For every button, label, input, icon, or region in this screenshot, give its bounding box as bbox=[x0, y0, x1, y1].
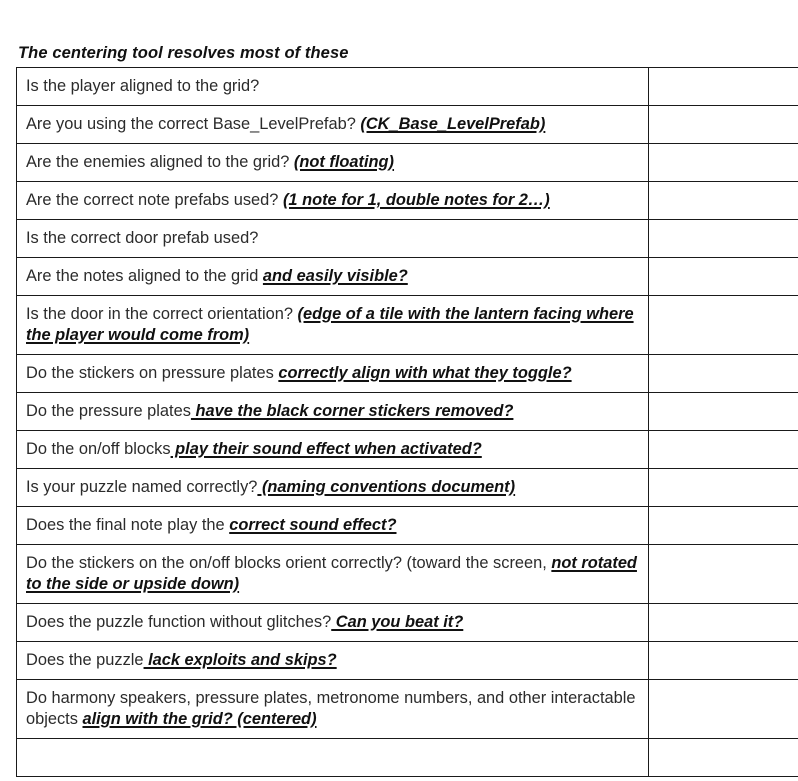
question-cell bbox=[17, 393, 649, 431]
check-cell[interactable] bbox=[649, 507, 798, 545]
checklist-row bbox=[17, 545, 798, 604]
check-cell[interactable] bbox=[649, 680, 798, 739]
question-cell bbox=[17, 220, 649, 258]
question-text: Do the stickers on pressure plates bbox=[26, 364, 279, 382]
question-text: Is the correct door prefab used? bbox=[26, 229, 259, 247]
checklist-row bbox=[17, 144, 798, 182]
question-emphasis: (naming conventions document) bbox=[257, 478, 516, 496]
question-cell bbox=[17, 296, 649, 355]
check-cell[interactable] bbox=[649, 739, 798, 777]
check-cell[interactable] bbox=[649, 604, 798, 642]
check-cell[interactable] bbox=[649, 68, 798, 106]
question-cell bbox=[17, 182, 649, 220]
question-emphasis: (CK_Base_LevelPrefab) bbox=[360, 115, 546, 133]
question-text: Is the player aligned to the grid? bbox=[26, 77, 260, 95]
checklist-row bbox=[17, 355, 798, 393]
question-cell bbox=[17, 642, 649, 680]
checklist-row bbox=[17, 469, 798, 507]
question-emphasis: not rotated to the side or upside down) bbox=[26, 554, 637, 593]
checklist-row bbox=[17, 258, 798, 296]
question-cell bbox=[17, 258, 649, 296]
checklist-row bbox=[17, 106, 798, 144]
check-cell[interactable] bbox=[649, 144, 798, 182]
check-cell[interactable] bbox=[649, 545, 798, 604]
question-cell bbox=[17, 355, 649, 393]
question-emphasis: Can you beat it? bbox=[331, 613, 464, 631]
check-cell[interactable] bbox=[649, 355, 798, 393]
question-emphasis: (edge of a tile with the lantern facing where the player would come from) bbox=[26, 305, 634, 344]
checklist-row bbox=[17, 680, 798, 739]
checklist-row bbox=[17, 220, 798, 258]
check-cell[interactable] bbox=[649, 220, 798, 258]
checklist-row bbox=[17, 182, 798, 220]
question-cell bbox=[17, 604, 649, 642]
check-cell[interactable] bbox=[649, 106, 798, 144]
question-text: Do the stickers on the on/off blocks orient correctly? (toward the screen, bbox=[26, 554, 552, 572]
question-text: Does the final note play the bbox=[26, 516, 230, 534]
question-cell bbox=[17, 106, 649, 144]
question-text: Do the pressure plates bbox=[26, 402, 191, 420]
checklist-row bbox=[17, 393, 798, 431]
question-emphasis: align with the grid? (centered) bbox=[82, 710, 317, 728]
check-cell[interactable] bbox=[649, 393, 798, 431]
question-text: Are the notes aligned to the grid bbox=[26, 267, 263, 285]
question-text: Is the door in the correct orientation? bbox=[26, 305, 298, 323]
question-text: Do the on/off blocks bbox=[26, 440, 171, 458]
question-cell bbox=[17, 431, 649, 469]
question-emphasis: correctly align with what they toggle? bbox=[278, 364, 572, 382]
checklist-row bbox=[17, 431, 798, 469]
checklist-row bbox=[17, 739, 798, 777]
question-emphasis: play their sound effect when activated? bbox=[170, 440, 482, 458]
checklist-row bbox=[17, 604, 798, 642]
question-emphasis: (not floating) bbox=[293, 153, 395, 171]
question-emphasis: correct sound effect? bbox=[229, 516, 397, 534]
question-cell bbox=[17, 469, 649, 507]
checklist-heading: The centering tool resolves most of these bbox=[18, 44, 349, 62]
check-cell[interactable] bbox=[649, 182, 798, 220]
question-emphasis: lack exploits and skips? bbox=[143, 651, 337, 669]
checklist-row bbox=[17, 642, 798, 680]
question-text: Are the correct note prefabs used? bbox=[26, 191, 283, 209]
question-cell bbox=[17, 545, 649, 604]
check-cell[interactable] bbox=[649, 296, 798, 355]
question-text: Are you using the correct Base_LevelPrefab? bbox=[26, 115, 361, 133]
checklist-row bbox=[17, 68, 798, 106]
question-text: Does the puzzle function without glitches? bbox=[26, 613, 332, 631]
checklist-row bbox=[17, 507, 798, 545]
question-cell bbox=[17, 68, 649, 106]
question-emphasis: and easily visible? bbox=[262, 267, 408, 285]
check-cell[interactable] bbox=[649, 642, 798, 680]
question-text: Does the puzzle bbox=[26, 651, 144, 669]
question-text: Is your puzzle named correctly? bbox=[26, 478, 258, 496]
question-cell bbox=[17, 507, 649, 545]
checklist-row bbox=[17, 296, 798, 355]
check-cell[interactable] bbox=[649, 431, 798, 469]
question-text: Are the enemies aligned to the grid? bbox=[26, 153, 294, 171]
checklist-table bbox=[16, 67, 798, 777]
question-text: Do harmony speakers, pressure plates, metronome numbers, and other interactable objects bbox=[26, 689, 636, 728]
question-cell bbox=[17, 739, 649, 777]
check-cell[interactable] bbox=[649, 469, 798, 507]
question-emphasis: (1 note for 1, double notes for 2…) bbox=[282, 191, 550, 209]
check-cell[interactable] bbox=[649, 258, 798, 296]
question-emphasis: have the black corner stickers removed? bbox=[190, 402, 514, 420]
question-cell bbox=[17, 680, 649, 739]
question-cell bbox=[17, 144, 649, 182]
